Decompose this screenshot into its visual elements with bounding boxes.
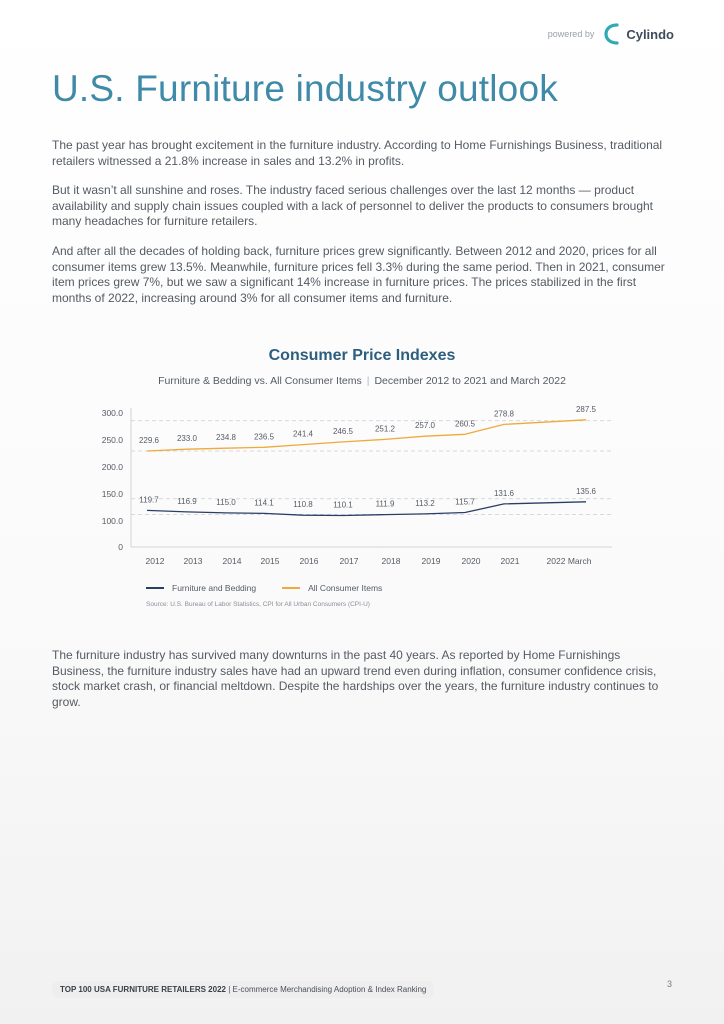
- legend-label-furniture: Furniture and Bedding: [172, 583, 257, 593]
- x-tick-label: 2016: [299, 556, 319, 566]
- data-label-furniture: 115.7: [455, 497, 475, 507]
- y-tick-label: 200.0: [101, 462, 123, 472]
- data-label-consumer: 251.2: [374, 424, 396, 434]
- cylindo-logo-icon: [604, 22, 620, 46]
- chart-subtitle-separator: |: [366, 375, 370, 387]
- footer-banner: [52, 981, 434, 998]
- data-label-consumer: 241.4: [292, 429, 314, 439]
- series-line-consumer: [147, 420, 586, 451]
- data-label-furniture: 114.1: [254, 498, 274, 508]
- chart-subtitle: [0, 375, 724, 387]
- x-tick-label: 2013: [183, 556, 203, 566]
- data-label-consumer: 234.8: [215, 433, 237, 443]
- footer-subtitle: E-commerce Merchandising Adoption & Index Ranking: [232, 985, 427, 994]
- page-number: 3: [666, 979, 672, 989]
- x-tick-label: 2015: [260, 556, 280, 566]
- paragraph-4: The furniture industry has survived many downturns in the past 40 years. As reported by Home Furnishings Business, the furniture industry sales have had an upward trend even during inflation, consumer confidence crisis, stock market crash, or financial meltdown. Despite the hardships over the years, the furniture industry continues to grow.: [52, 648, 659, 709]
- data-label-furniture: 113.2: [415, 498, 435, 508]
- chart-subtitle-left: Furniture & Bedding vs. All Consumer Items: [158, 375, 362, 387]
- paragraph-2: But it wasn’t all sunshine and roses. The industry faced serious challenges over the last 12 months — product availability and supply chain issues coupled with a lack of personnel to deliver the products to consumers brought many headaches for furniture retailers.: [52, 183, 654, 228]
- data-label-furniture: 116.9: [177, 496, 197, 506]
- data-label-furniture: 135.6: [575, 486, 597, 496]
- x-tick-label: 2014: [222, 556, 242, 566]
- x-tick-label: 2022 March: [546, 556, 592, 566]
- legend-swatch-consumer: [282, 587, 300, 589]
- brand-name: Cylindo: [626, 26, 674, 42]
- data-label-consumer: 236.5: [253, 432, 275, 442]
- data-label-furniture: 131.6: [493, 488, 515, 498]
- data-label-consumer: 278.8: [493, 409, 515, 419]
- data-label-furniture: 110.8: [293, 500, 313, 510]
- x-tick-label: 2021: [500, 556, 520, 566]
- chart-subtitle-right: December 2012 to 2021 and March 2022: [374, 375, 566, 387]
- data-label-consumer: 246.5: [332, 426, 354, 436]
- powered-by: [548, 22, 674, 46]
- y-tick-label: 100.0: [101, 516, 123, 526]
- paragraph-3: And after all the decades of holding back, furniture prices grew significantly. Between 2012 and 2020, prices for all consumer items grew 13.5%. Meanwhile, furniture prices fell 3.3% during the same period. Then in 2021, consumer item prices grew 7%, but we saw a significant 14% increase in furniture prices. The prices stabilized in the first months of 2022, increasing around 3% for all consumer items and furniture.: [52, 244, 665, 305]
- data-label-consumer: 229.6: [138, 436, 160, 445]
- y-tick-label: 0: [118, 542, 123, 552]
- data-label-furniture: 119.7: [139, 495, 159, 505]
- cpi-line-chart: [0, 400, 724, 575]
- data-label-consumer: 257.0: [414, 421, 436, 431]
- data-label-consumer: 287.5: [575, 404, 597, 414]
- data-label-consumer: 233.0: [176, 434, 198, 444]
- cylindo-logo: [604, 22, 674, 46]
- legend-swatch-furniture: [146, 587, 164, 589]
- powered-by-text: powered by: [547, 29, 595, 39]
- footer-separator: |: [225, 985, 233, 994]
- paragraph-1: The past year has brought excitement in the furniture industry. According to Home Furnishings Business, traditional retailers witnessed a 21.8% increase in sales and 13.2% in profits.: [52, 138, 663, 168]
- footer-title: TOP 100 USA FURNITURE RETAILERS 2022: [60, 985, 226, 994]
- data-label-furniture: 111.9: [375, 499, 395, 509]
- y-tick-label: 300.0: [101, 408, 123, 418]
- chart-legend: [146, 583, 382, 593]
- chart-title: Consumer Price Indexes: [268, 347, 456, 364]
- x-tick-label: 2018: [381, 556, 401, 566]
- x-tick-label: 2020: [461, 556, 481, 566]
- x-tick-label: 2017: [339, 556, 359, 566]
- legend-item-furniture: [146, 583, 256, 593]
- legend-item-consumer: [282, 583, 382, 593]
- data-label-furniture: 110.1: [333, 500, 353, 510]
- x-tick-label: 2019: [421, 556, 441, 566]
- y-tick-label: 150.0: [101, 489, 123, 499]
- y-tick-label: 250.0: [101, 435, 123, 445]
- x-tick-label: 2012: [145, 556, 165, 566]
- data-label-furniture: 115.0: [216, 497, 236, 507]
- legend-label-consumer: All Consumer Items: [308, 583, 383, 593]
- page-title: U.S. Furniture industry outlook: [52, 68, 558, 109]
- chart-source: Source: U.S. Bureau of Labor Statistics, CPI for All Urban Consumers (CPI-U): [146, 601, 370, 608]
- data-label-consumer: 260.5: [454, 419, 476, 429]
